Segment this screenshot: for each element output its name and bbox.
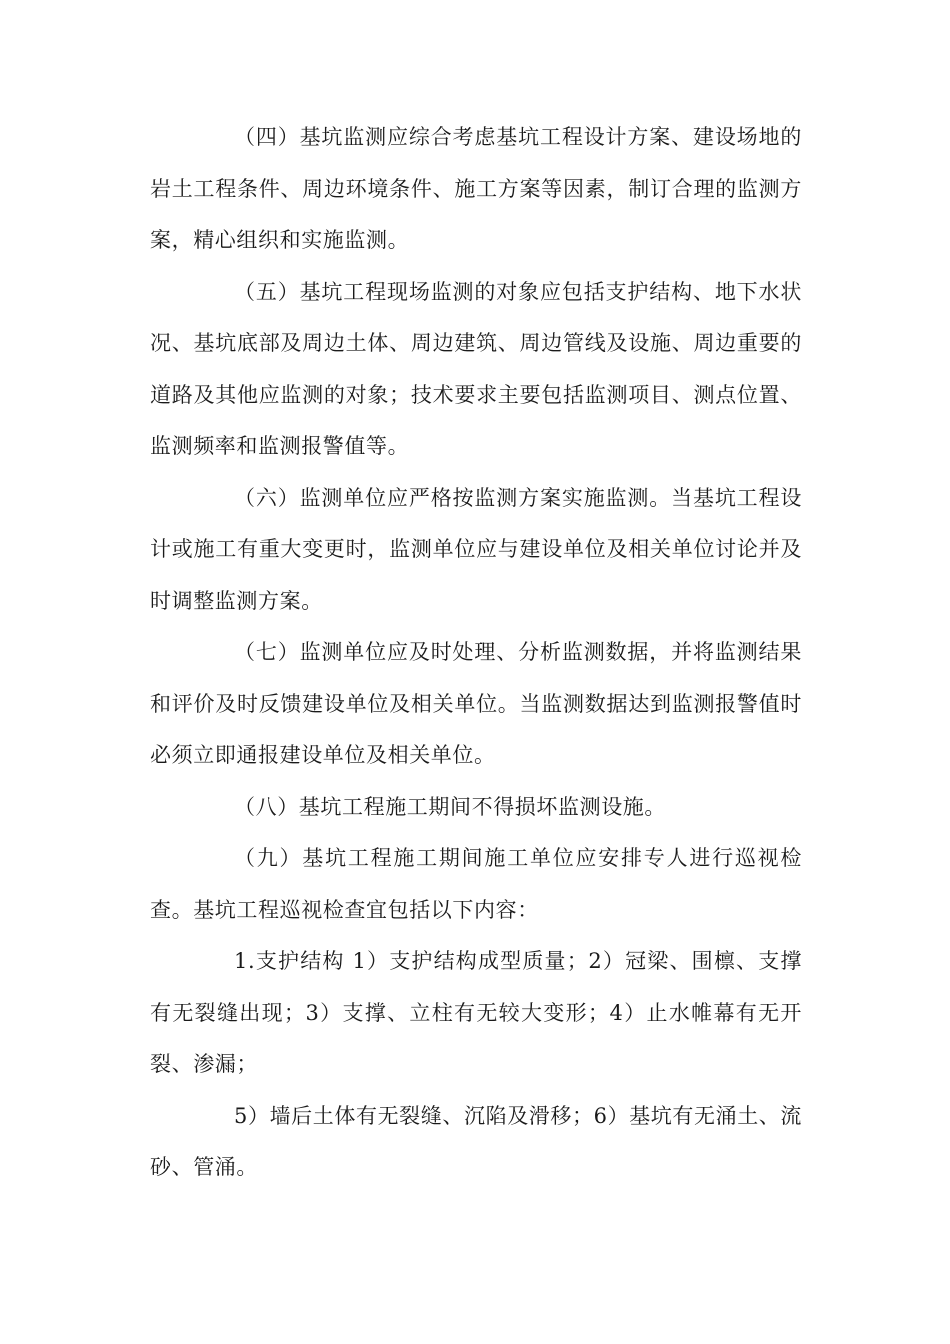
paragraph-4: （四）基坑监测应综合考虑基坑工程设计方案、建设场地的岩土工程条件、周边环境条件、施工方案等因素，制订合理的监测方案，精心组织和实施监测。 xyxy=(150,125,802,252)
paragraph-6: （六）监测单位应严格按监测方案实施监测。当基坑工程设计或施工有重大变更时，监测单位应与建设单位及相关单位讨论并及时调整监测方案。 xyxy=(150,485,802,613)
paragraph-7: （七）监测单位应及时处理、分析监测数据，并将监测结果和评价及时反馈建设单位及相关单位。当监测数据达到监测报警值时必须立即通报建设单位及相关单位。 xyxy=(150,640,802,767)
paragraph-9: （九）基坑工程施工期间施工单位应安排专人进行巡视检查。基坑工程巡视检查宜包括以下内容： xyxy=(150,846,802,922)
paragraph-support-structure: 1.支护结构 1）支护结构成型质量；2）冠梁、围檩、支撑有无裂缝出现；3）支撑、立柱有无较大变形；4）止水帷幕有无开裂、渗漏； xyxy=(150,949,802,1076)
paragraph-8: （八）基坑工程施工期间不得损坏监测设施。 xyxy=(234,794,666,819)
paragraph-5: （五）基坑工程现场监测的对象应包括支护结构、地下水状况、基坑底部及周边土体、周边建筑、周边管线及设施、周边重要的道路及其他应监测的对象；技术要求主要包括监测项目、测点位置、监测频率和监测报警值等。 xyxy=(150,279,802,458)
document-body xyxy=(150,112,802,1194)
paragraph-soil-check: 5）墙后土体有无裂缝、沉陷及滑移；6）基坑有无涌土、流砂、管涌。 xyxy=(150,1103,802,1179)
